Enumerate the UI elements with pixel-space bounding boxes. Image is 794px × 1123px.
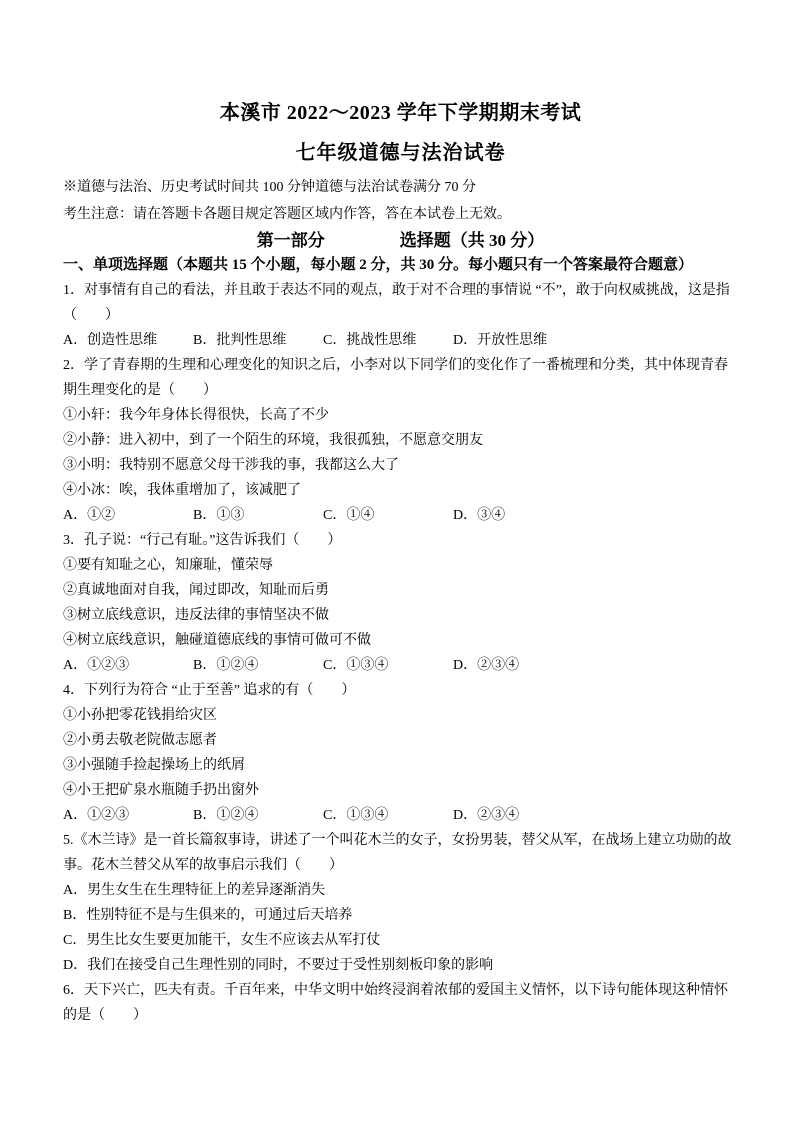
question-3-stem-line-1: 3．孔子说：“行己有耻。”这告诉我们（ ） xyxy=(63,533,342,548)
part-heading xyxy=(63,228,738,253)
question-5-stem-line-2: 事。花木兰替父从军的故事启示我们（ ） xyxy=(63,858,343,873)
question-4-option-b: B．①②④ xyxy=(193,808,259,823)
question-2-stem-line-1: 2．学了青春期的生理和心理变化的知识之后，小李对以下同学们的变化作了一番梳理和分类，其中体现青春 xyxy=(63,358,728,373)
question-1-option-c: C．挑战性思维 xyxy=(323,333,417,348)
question-2 xyxy=(63,353,738,528)
section-one-heading: 一、单项选择题（本题共 15 个小题，每小题 2 分，共 30 分。每小题只有一个答案最符合题意） xyxy=(63,257,694,273)
question-4-item-2: ②小勇去敬老院做志愿者 xyxy=(63,733,217,748)
question-3-item-1: ①要有知耻之心，知廉耻，懂荣辱 xyxy=(63,558,273,573)
question-1-option-b: B．批判性思维 xyxy=(193,333,287,348)
question-4-option-a: A．①②③ xyxy=(63,808,130,823)
question-6-stem-line-1: 6．天下兴亡，匹夫有责。千百年来，中华文明中始终浸润着浓郁的爱国主义情怀，以下诗句能体现这种情怀 xyxy=(63,983,728,998)
question-1-option-d: D．开放性思维 xyxy=(453,333,548,348)
question-3-option-d: D．②③④ xyxy=(453,658,520,673)
question-1 xyxy=(63,278,738,353)
question-3-item-3: ③树立底线意识，违反法律的事情坚决不做 xyxy=(63,608,329,623)
question-5-option-c: C．男生比女生要更加能干，女生不应该去从军打仗 xyxy=(63,933,381,948)
exam-duration-note: ※道德与法治、历史考试时间共 100 分钟道德与法治试卷满分 70 分 xyxy=(63,180,476,195)
question-2-option-d: D．③④ xyxy=(453,508,506,523)
question-5-option-b: B．性别特征不是与生俱来的，可通过后天培养 xyxy=(63,908,353,923)
question-4-option-d: D．②③④ xyxy=(453,808,520,823)
question-2-item-1: ①小轩：我今年身体长得很快，长高了不少 xyxy=(63,408,329,423)
question-2-item-2: ②小静：进入初中，到了一个陌生的环境，我很孤独，不愿意交朋友 xyxy=(63,433,483,448)
question-5-stem-line-1: 5.《木兰诗》是一首长篇叙事诗，讲述了一个叫花木兰的女子，女扮男装，替父从军，在战场上建立功勋的故 xyxy=(63,833,732,848)
question-4 xyxy=(63,678,738,828)
exam-title: 本溪市 2022～2023 学年下学期期末考试 xyxy=(219,102,582,124)
candidate-notice: 考生注意：请在答题卡各题目规定答题区域内作答，答在本试卷上无效。 xyxy=(63,207,511,222)
question-3-item-2: ②真诚地面对自我，闻过即改，知耻而后勇 xyxy=(63,583,329,598)
question-6-stem-line-2: 的是（ ） xyxy=(63,1008,147,1023)
question-2-option-c: C．①④ xyxy=(323,508,375,523)
question-2-option-a: A．①② xyxy=(63,508,116,523)
question-4-item-4: ④小王把矿泉水瓶随手扔出窗外 xyxy=(63,783,259,798)
question-1-option-a: A．创造性思维 xyxy=(63,333,158,348)
question-4-option-c: C．①③④ xyxy=(323,808,389,823)
question-2-option-b: B．①③ xyxy=(193,508,245,523)
question-2-stem-line-2: 期生理变化的是（ ） xyxy=(63,383,217,398)
question-3-option-b: B．①②④ xyxy=(193,658,259,673)
exam-subtitle: 七年级道德与法治试卷 xyxy=(295,142,506,164)
question-2-item-3: ③小明：我特别不愿意父母干涉我的事，我都这么大了 xyxy=(63,458,399,473)
question-4-options xyxy=(63,803,738,828)
question-4-item-3: ③小强随手捡起操场上的纸屑 xyxy=(63,758,245,773)
question-3-option-a: A．①②③ xyxy=(63,658,130,673)
question-5-option-d: D．我们在接受自己生理性别的同时，不要过于受性别刻板印象的影响 xyxy=(63,958,494,973)
question-4-stem-line-1: 4．下列行为符合 “止于至善” 追求的有（ ） xyxy=(63,683,356,698)
question-6 xyxy=(63,978,738,1028)
question-4-item-1: ①小孙把零花钱捐给灾区 xyxy=(63,708,217,723)
question-3-options xyxy=(63,653,738,678)
part-title: 选择题（共 30 分） xyxy=(399,231,545,250)
question-5-option-a: A．男生女生在生理特征上的差异逐渐消失 xyxy=(63,883,326,898)
question-5 xyxy=(63,828,738,978)
question-1-stem-line-2: （ ） xyxy=(63,308,119,323)
question-1-stem-line-1: 1．对事情有自己的看法，并且敢于表达不同的观点，敢于对不合理的事情说 “不”，敢于向权威挑战，这是指 xyxy=(63,283,730,298)
part-label: 第一部分 xyxy=(256,231,325,250)
question-3 xyxy=(63,528,738,678)
question-2-options xyxy=(63,503,738,528)
question-3-option-c: C．①③④ xyxy=(323,658,389,673)
question-2-item-4: ④小冰：唉，我体重增加了，该减肥了 xyxy=(63,483,301,498)
question-3-item-4: ④树立底线意识，触碰道德底线的事情可做可不做 xyxy=(63,633,371,648)
question-1-options xyxy=(63,328,738,353)
